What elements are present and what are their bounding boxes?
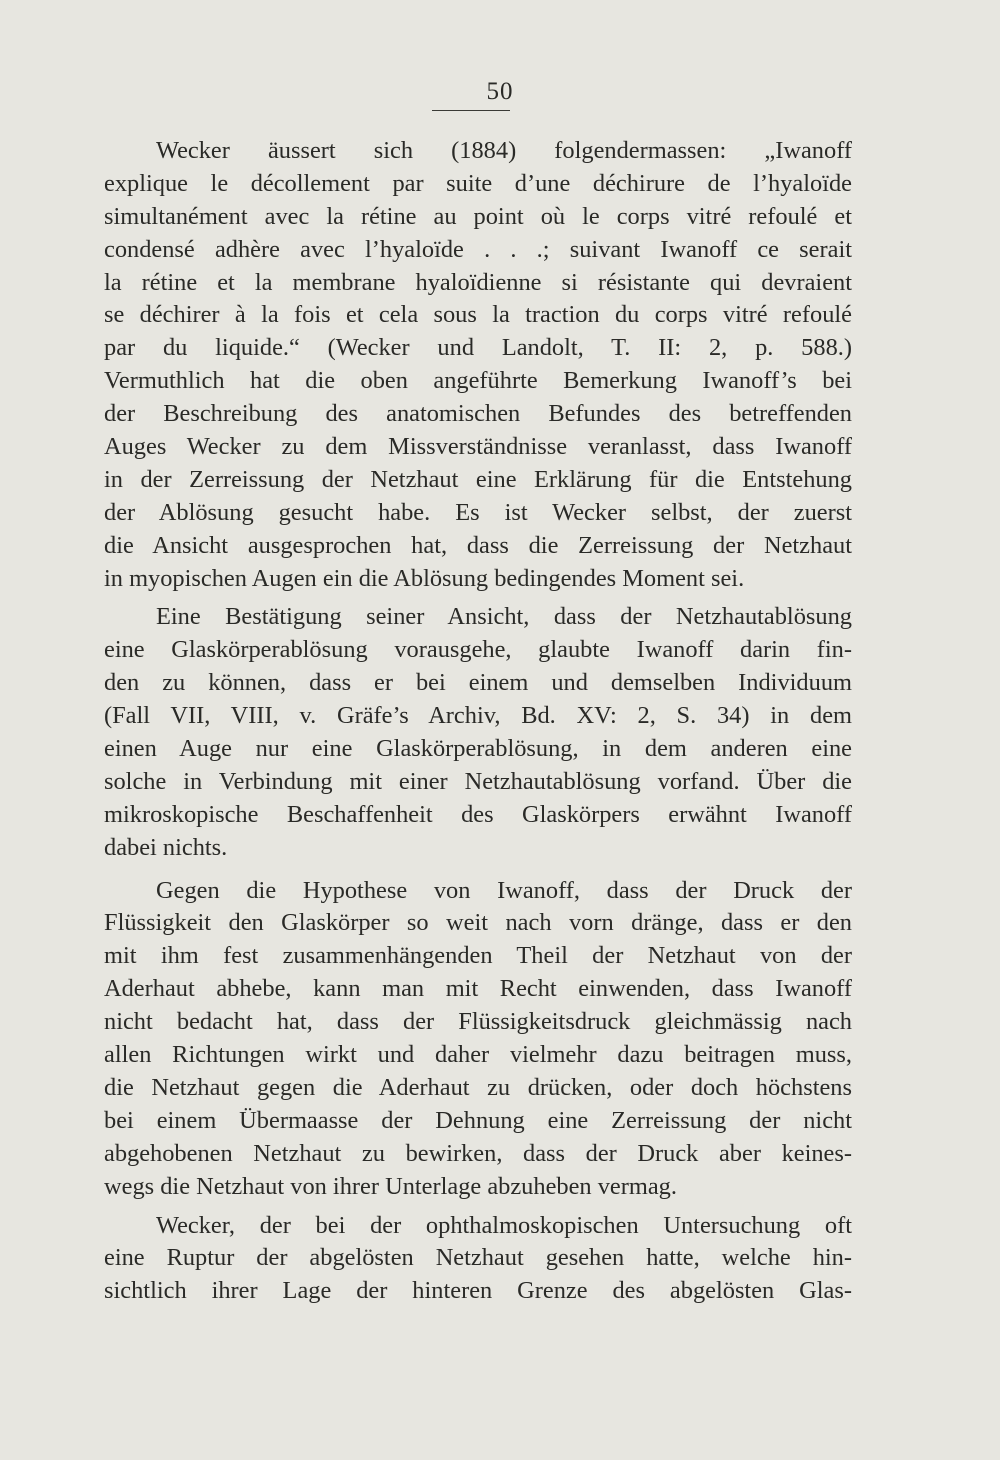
body-text — [104, 135, 852, 1308]
text-line: mikroskopische Beschaffenheit des Glaskörpers erwähnt Iwanoff — [104, 800, 852, 828]
text-line: in myopischen Augen ein die Ablösung bedingendes Moment sei. — [104, 564, 745, 592]
text-line: (Fall VII, VIII, v. Gräfe’s Archiv, Bd. XV: 2, S. 34) in dem — [104, 702, 852, 730]
text-line: solche in Verbindung mit einer Netzhautablösung vorfand. Über die — [104, 767, 852, 795]
text-line: la rétine et la membrane hyaloïdienne si résistante qui devraient — [104, 268, 852, 296]
text-line: Aderhaut abhebe, kann man mit Recht einwenden, dass Iwanoff — [104, 975, 852, 1003]
text-line: die Ansicht ausgesprochen hat, dass die Zerreissung der Netzhaut — [104, 531, 852, 559]
text-line: der Ablösung gesucht habe. Es ist Wecker selbst, der zuerst — [104, 498, 852, 526]
text-line: die Netzhaut gegen die Aderhaut zu drücken, oder doch höchstens — [104, 1073, 852, 1101]
page-number-rule — [432, 110, 510, 111]
text-line: eine Glaskörperablösung vorausgehe, glaubte Iwanoff darin fin- — [104, 636, 852, 664]
text-line: se déchirer à la fois et cela sous la traction du corps vitré refoulé — [104, 301, 852, 329]
text-line: Wecker äussert sich (1884) folgendermassen: „Iwanoff — [156, 137, 852, 164]
text-line: allen Richtungen wirkt und daher vielmehr dazu beitragen muss, — [104, 1041, 852, 1069]
page-number: 50 — [486, 78, 514, 105]
paragraph — [104, 875, 852, 1204]
text-line: mit ihm fest zusammenhängenden Theil der Netzhaut von der — [104, 942, 852, 970]
text-line: simultanément avec la rétine au point où le corps vitré refoulé et — [104, 202, 852, 230]
paragraph — [104, 601, 852, 864]
text-line: bei einem Übermaasse der Dehnung eine Zerreissung der nicht — [104, 1106, 852, 1134]
text-line: den zu können, dass er bei einem und demselben Individuum — [104, 669, 852, 697]
text-line: Auges Wecker zu dem Missverständnisse veranlasst, dass Iwanoff — [104, 433, 852, 461]
text-line: explique le décollement par suite d’une déchirure de l’hyaloïde — [104, 169, 852, 197]
paragraph — [104, 135, 852, 595]
text-line: Wecker, der bei der ophthalmoskopischen Untersuchung oft — [156, 1211, 852, 1239]
text-line: Gegen die Hypothese von Iwanoff, dass der Druck der — [156, 876, 852, 904]
text-line: dabei nichts. — [104, 833, 228, 861]
text-line: par du liquide.“ (Wecker und Landolt, T. II: 2, p. 588.) — [104, 334, 852, 362]
paragraph — [104, 1210, 852, 1309]
text-line: wegs die Netzhaut von ihrer Unterlage abzuheben vermag. — [104, 1172, 677, 1200]
text-line: Flüssigkeit den Glaskörper so weit nach vorn dränge, dass er den — [104, 909, 852, 937]
text-line: eine Ruptur der abgelösten Netzhaut gesehen hatte, welche hin- — [104, 1244, 852, 1272]
text-line: in der Zerreissung der Netzhaut eine Erklärung für die Entstehung — [104, 465, 852, 493]
text-line: Vermuthlich hat die oben angeführte Bemerkung Iwanoff’s bei — [104, 367, 852, 395]
text-line: condensé adhère avec l’hyaloïde . . .; suivant Iwanoff ce serait — [104, 235, 852, 263]
text-line: Eine Bestätigung seiner Ansicht, dass der Netzhautablösung — [156, 603, 852, 631]
text-line: der Beschreibung des anatomischen Befundes des betreffenden — [104, 400, 852, 428]
text-line: einen Auge nur eine Glaskörperablösung, in dem anderen eine — [104, 735, 852, 763]
text-line: abgehobenen Netzhaut zu bewirken, dass der Druck aber keines- — [104, 1139, 852, 1167]
text-line: sichtlich ihrer Lage der hinteren Grenze des abgelösten Glas- — [104, 1277, 852, 1305]
text-line: nicht bedacht hat, dass der Flüssigkeitsdruck gleichmässig nach — [104, 1008, 852, 1036]
